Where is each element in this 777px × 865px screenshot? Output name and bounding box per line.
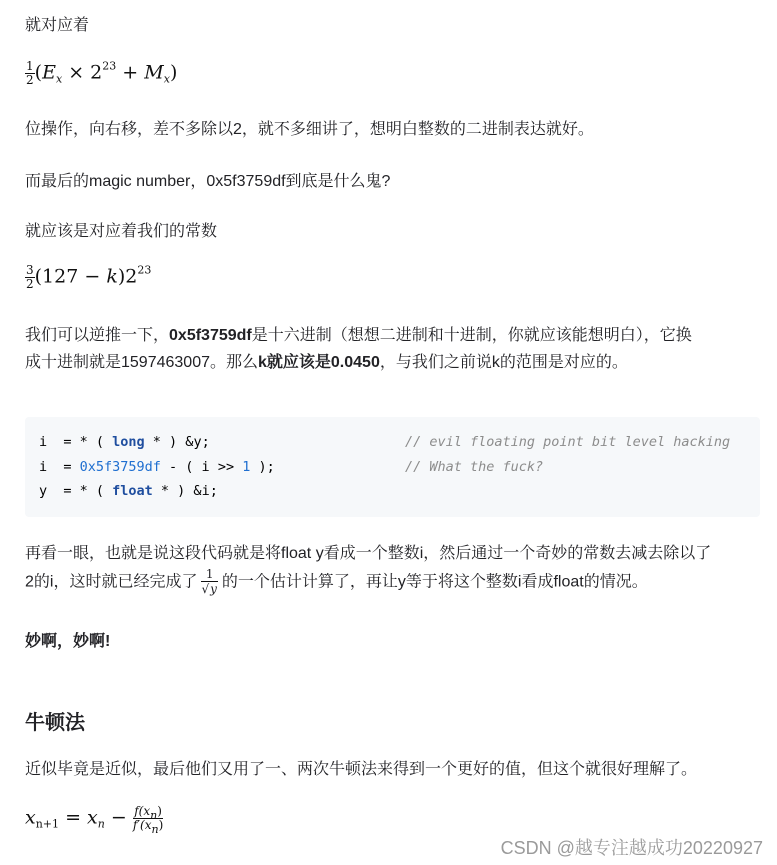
paragraph-7: 妙啊，妙啊!: [25, 633, 111, 650]
code-line-2: i = 0x5f3759df - ( i >> 1 );: [39, 459, 275, 475]
paragraph-3: 而最后的magic number，0x5f3759df到底是什么鬼?: [25, 173, 391, 190]
inline-fraction: $\frac{1}{√y}$: [201, 567, 217, 597]
formula-1-fraction: $\frac{1}{2}$: [26, 59, 34, 88]
paragraph-1: 就对应着: [25, 17, 90, 34]
csdn-watermark: CSDN @越专注越成功20220927: [500, 838, 763, 858]
paragraph-6-line-1: 再看一眼，也就是说这段代码就是将float y看成一个整数i，然后通过一个奇妙的常数去减去除以了: [25, 545, 712, 562]
paragraph-6-line-2: 2的i，这时就已经完成了 $\frac{1}{√y}$ 的一个估计计算了，再让y等于将这个整数i看成float的情况。: [25, 567, 648, 597]
formula-3-fraction: $\frac{f(x_n)}{f'(x_n)}$: [132, 804, 164, 837]
paragraph-4: 就应该是对应着我们的常数: [25, 223, 218, 240]
formula-3: $x_{n+1} = x_n$ − $\frac{f(x_n)}{f'(x_n)}$: [25, 804, 164, 837]
paragraph-5-line-2: 成十进制就是1597463007。那么k就应该是0.0450，与我们之前说k的范围是对应的。: [25, 354, 628, 371]
code-line-3: y = * ( float * ) &i;: [39, 483, 218, 499]
formula-1: $\frac{1}{2}$ $(E_x \times 2^{23} + M_x)$: [26, 59, 178, 88]
formula-2: $\frac{3}{2}$ $(127 - k)2^{23}$: [26, 263, 152, 292]
code-line-1: i = * ( long * ) &y;: [39, 434, 210, 450]
paragraph-5-line-1: 我们可以逆推一下，0x5f3759df是十六进制（想想二进制和十进制，你就应该能想明白），它换: [25, 327, 692, 344]
section-heading: 牛顿法: [25, 712, 85, 734]
code-comment-2: // What the fuck?: [405, 459, 544, 475]
paragraph-8: 近似毕竟是近似，最后他们又用了一、两次牛顿法来得到一个更好的值，但这个就很好理解了。: [25, 761, 698, 778]
code-block[interactable]: [25, 417, 760, 517]
code-comment-1: // evil floating point bit level hacking: [405, 434, 731, 450]
formula-2-fraction: $\frac{3}{2}$: [26, 263, 34, 292]
paragraph-2: 位操作，向右移，差不多除以2，就不多细讲了，想明白整数的二进制表达就好。: [25, 121, 594, 138]
